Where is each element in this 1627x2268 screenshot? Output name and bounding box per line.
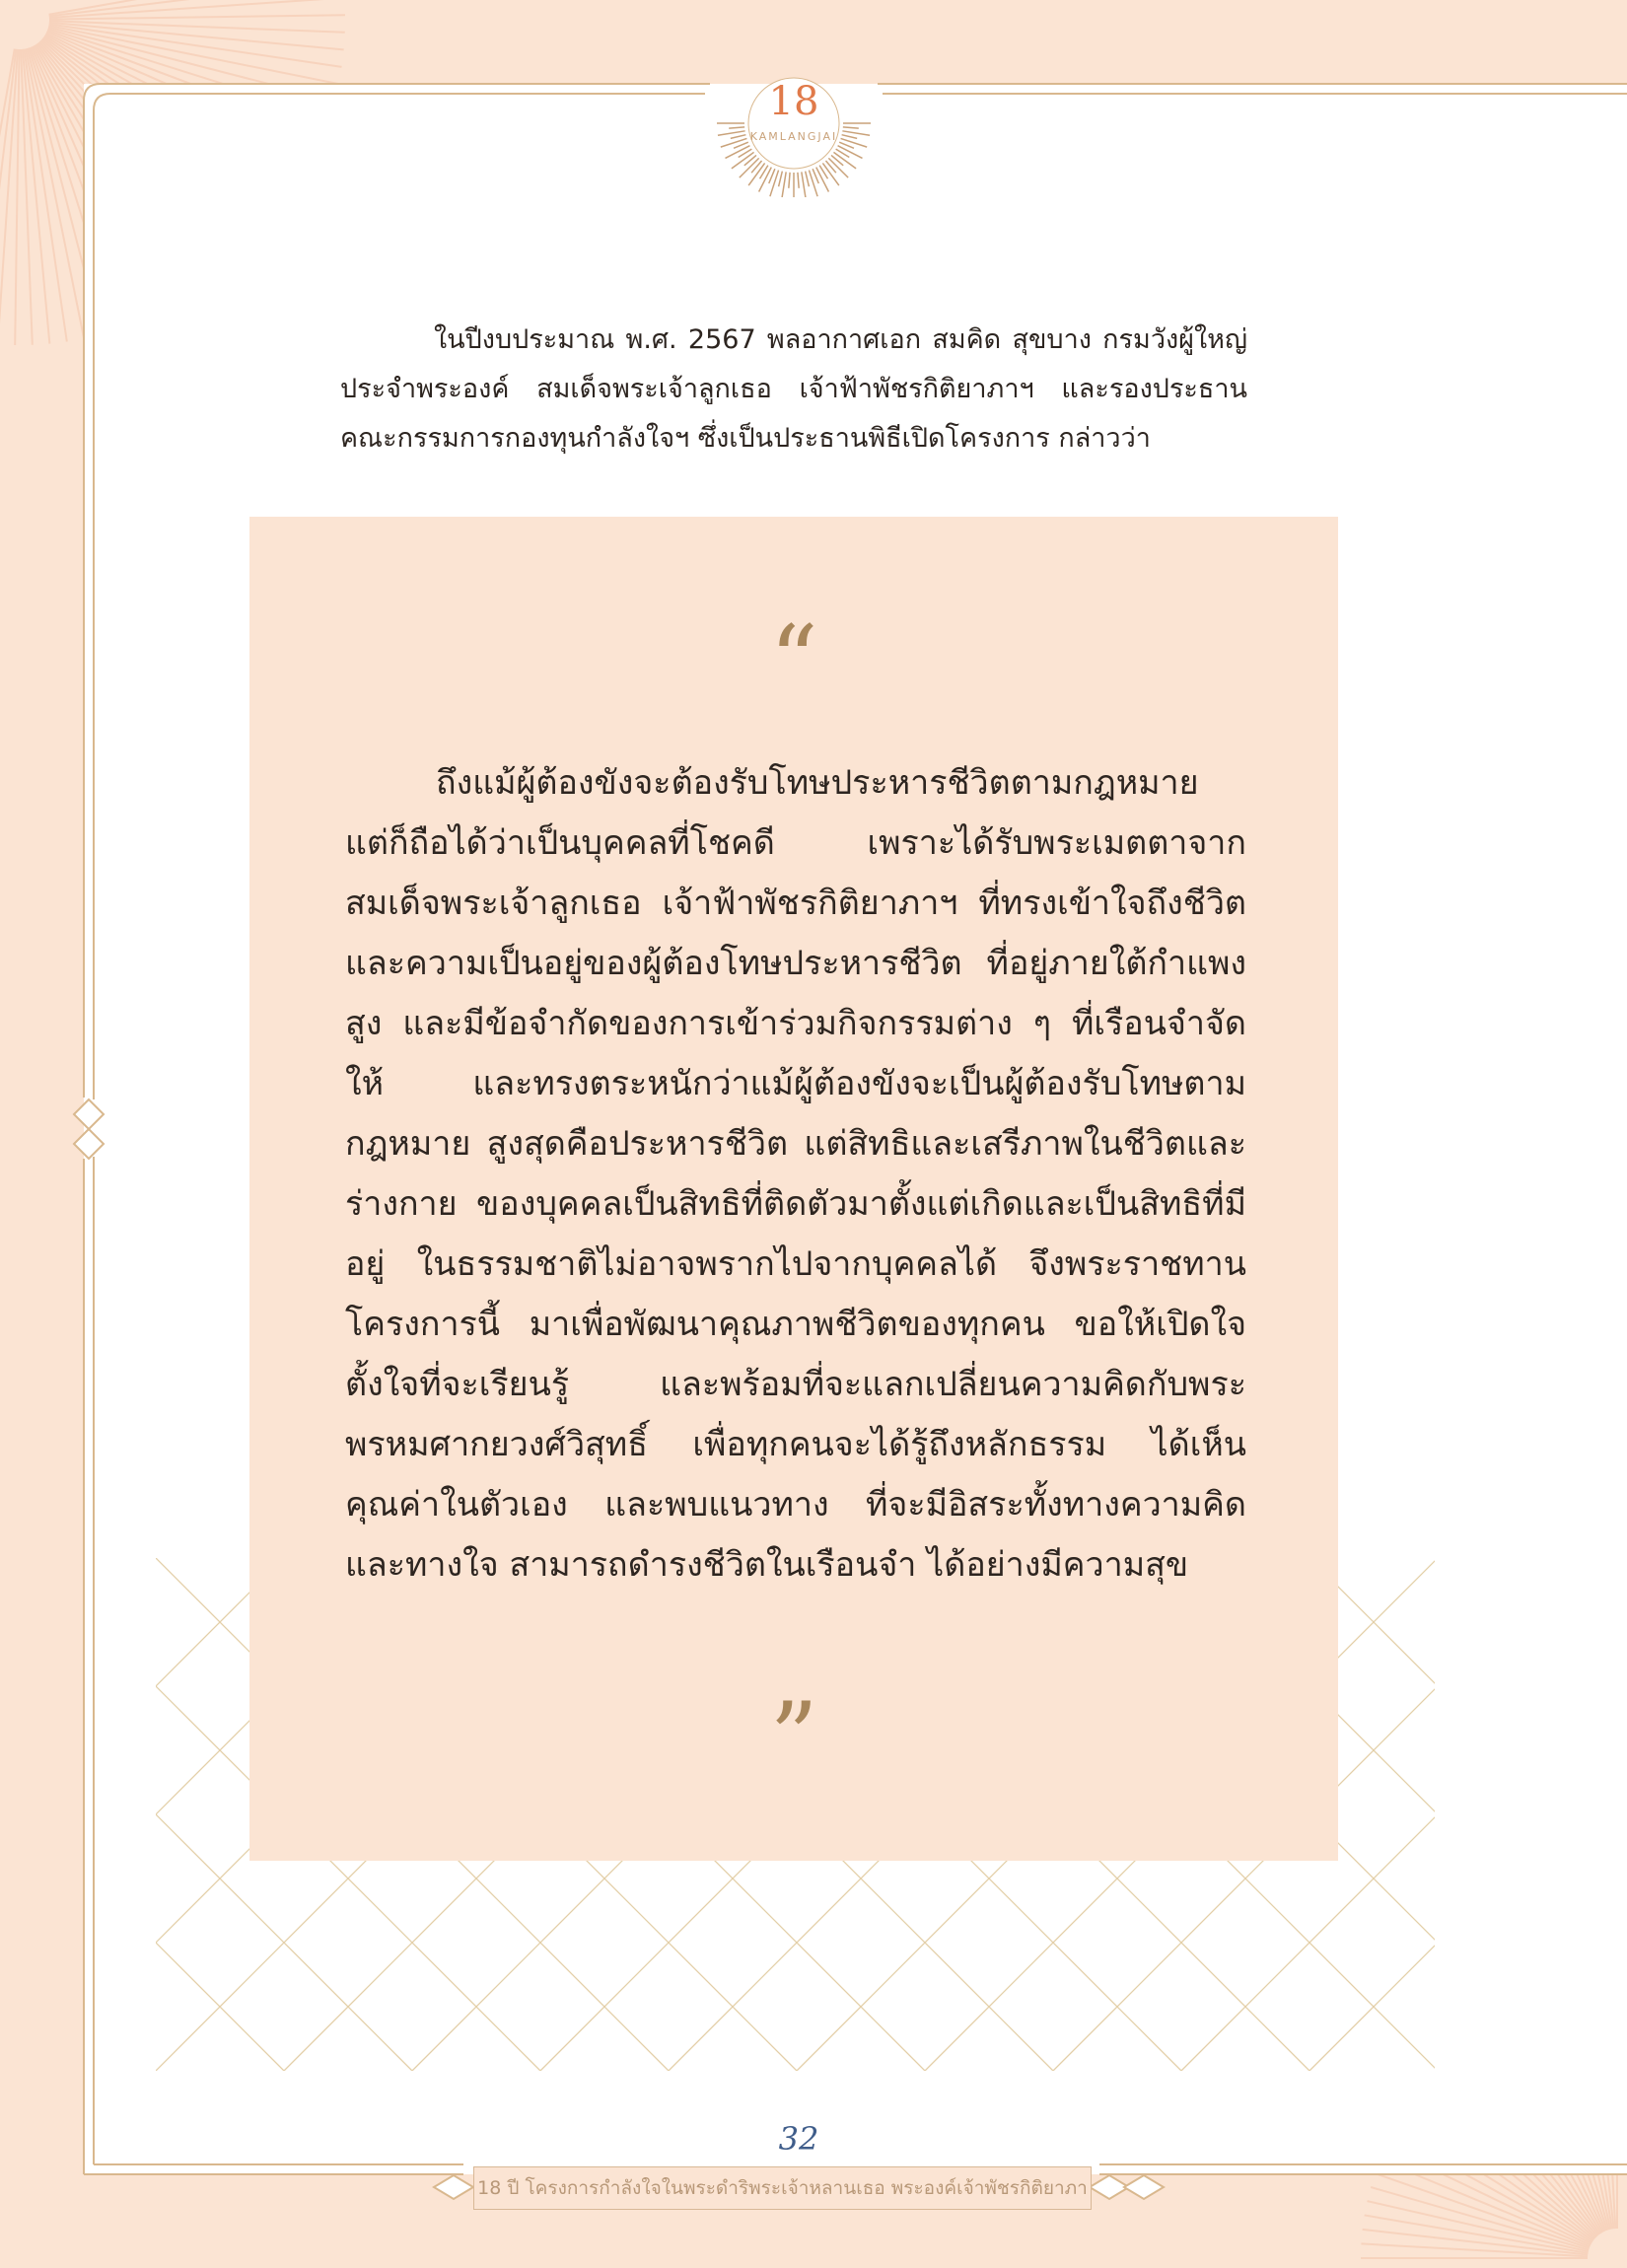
page-number: 32 [778,2120,819,2158]
intro-text: ในปีงบประมาณ พ.ศ. 2567 พลอากาศเอก สมคิด สุขบาง กรมวังผู้ใหญ่ประจำพระองค์ สมเด็จพระเจ้าลูกเธอ เจ้าฟ้าพัชรกิติยาภาฯ และรองประธานคณะกรรมการกองทุนกำลังใจฯ ซึ่งเป็นประธานพิธีเปิดโครงการ กล่าวว่า [340,324,1247,454]
quote-text: ถึงแม้ผู้ต้องขังจะต้องรับโทษประหารชีวิตตามกฎหมาย แต่ก็ถือได้ว่าเป็นบุคคลที่โชคดี เพราะได้รับพระเมตตาจาก สมเด็จพระเจ้าลูกเธอ เจ้าฟ้าพัชรกิติยาภาฯ ที่ทรงเข้าใจถึงชีวิต และความเป็นอยู่ของผู้ต้องโทษประหารชีวิต ที่อยู่ภายใต้กำแพงสูง และมีข้อจำกัดของการเข้าร่วมกิจกรรมต่าง ๆ ที่เรือนจำจัดให้ และทรงตระหนักว่าแม้ผู้ต้องขังจะเป็นผู้ต้องรับโทษตามกฎหมาย สูงสุดคือประหารชีวิต แต่สิทธิและเสรีภาพในชีวิตและร่างกาย ของบุคคลเป็นสิทธิที่ติดตัวมาตั้งแต่เกิดและเป็นสิทธิที่มีอยู่ ในธรรมชาติไม่อาจพรากไปจากบุคคลได้ จึงพระราชทานโครงการนี้ มาเพื่อพัฒนาคุณภาพชีวิตของทุกคน ขอให้เปิดใจตั้งใจที่จะเรียนรู้ และพร้อมที่จะแลกเปลี่ยนความคิดกับพระพรหมศากยวงศ์วิสุทธิ์ เพื่อทุกคนจะได้รู้ถึงหลักธรรม ได้เห็นคุณค่าในตัวเอง และพบแนวทาง ที่จะมีอิสระทั้งทางความคิดและทางใจ สามารถดำรงชีวิตในเรือนจำ ได้อย่างมีความสุข [345,763,1246,1585]
close-quote-icon: ” [769,1682,818,1793]
logo-wordmark: KAMLANGJAI [749,130,838,143]
logo-number: 18 [768,79,819,124]
frame-ornament-left [74,1099,104,1159]
footer-bar [473,2166,1092,2210]
quote-paragraph [345,753,1246,1595]
quote-box [249,517,1338,1861]
footer-title: 18 ปี โครงการกำลังใจในพระดำริพระเจ้าหลานเธอ พระองค์เจ้าพัชรกิติยาภา [477,2177,1088,2199]
open-quote-icon: “ [769,605,818,716]
kamlangjai-logo [695,69,892,197]
intro-paragraph [340,316,1247,463]
